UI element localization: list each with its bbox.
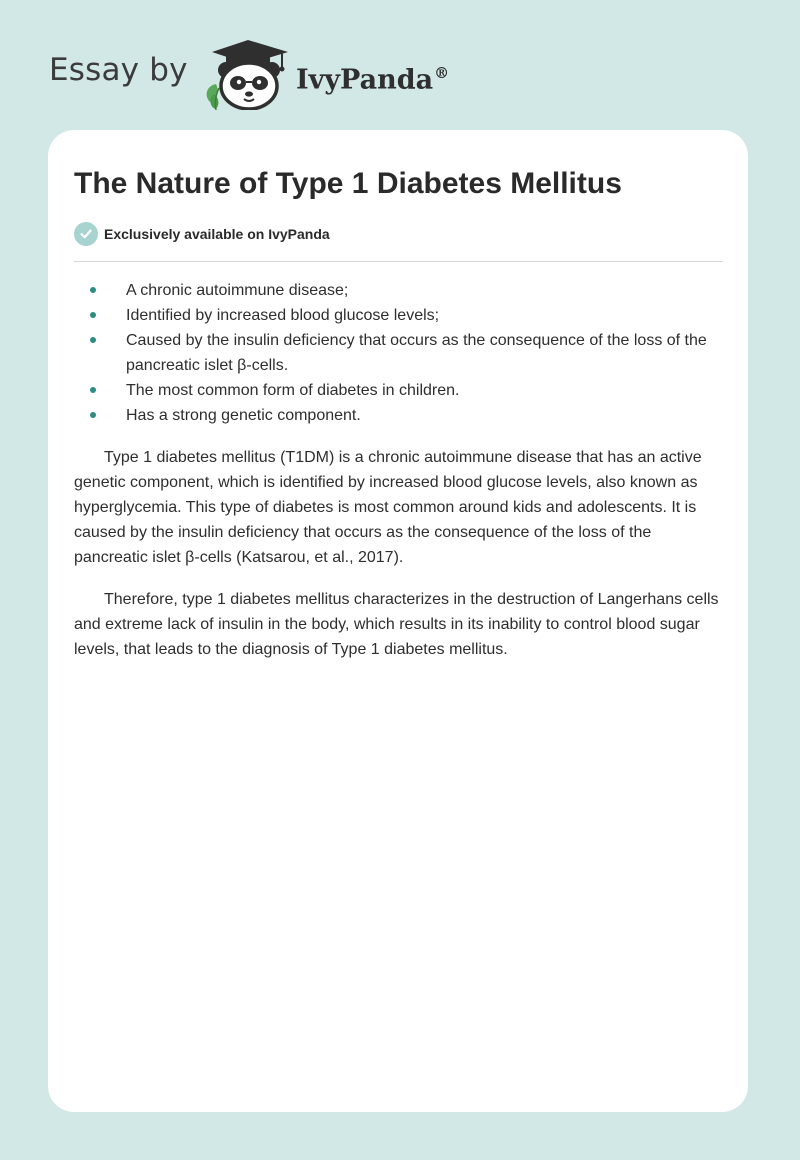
list-item-text: Has a strong genetic component.	[126, 407, 361, 424]
exclusive-badge-label: Exclusively available on IvyPanda	[104, 226, 330, 242]
bullet-icon	[90, 387, 96, 393]
check-circle-icon	[74, 222, 98, 246]
bullet-icon	[90, 312, 96, 318]
bullet-icon	[90, 287, 96, 293]
panda-graduate-logo-icon[interactable]	[202, 36, 294, 110]
registered-mark: ®	[434, 64, 450, 82]
list-item-text: Identified by increased blood glucose levels;	[126, 307, 440, 324]
body-paragraph: Type 1 diabetes mellitus (T1DM) is a chronic autoimmune disease that has an active genetic component, which is identified by increased blood glucose levels, also known as hyperglycemia. This type of diabetes is most common around kids and adolescents. It is caused by the insulin deficiency that occurs as the consequence of the loss of the pancreatic islet β-cells (Katsarou, et al., 2017).	[74, 449, 702, 566]
key-points-list	[74, 278, 725, 428]
list-item-text: Caused by the insulin deficiency that occurs as the consequence of the loss of the pancreatic islet β-cells.	[126, 332, 707, 374]
list-item	[74, 278, 725, 303]
essay-card	[48, 130, 748, 1112]
essay-by-label: Essay by	[49, 52, 188, 88]
bullet-icon	[90, 412, 96, 418]
list-item	[74, 403, 725, 428]
list-item-text: The most common form of diabetes in children.	[126, 382, 460, 399]
essay-body	[74, 278, 725, 662]
list-item-text: A chronic autoimmune disease;	[126, 282, 349, 299]
bullet-icon	[90, 337, 96, 343]
list-item	[74, 328, 725, 378]
page-title: The Nature of Type 1 Diabetes Mellitus	[74, 167, 622, 200]
brand-name-text: IvyPanda	[296, 64, 434, 96]
site-header	[0, 0, 800, 120]
ivypanda-wordmark[interactable]	[296, 53, 449, 101]
exclusive-badge	[74, 222, 330, 246]
body-paragraph: Therefore, type 1 diabetes mellitus characterizes in the destruction of Langerhans cells and extreme lack of insulin in the body, which results in its inability to control blood sugar levels, that leads to the diagnosis of Type 1 diabetes mellitus.	[74, 591, 719, 658]
list-item	[74, 303, 725, 328]
list-item	[74, 378, 725, 403]
title-divider	[74, 261, 723, 262]
